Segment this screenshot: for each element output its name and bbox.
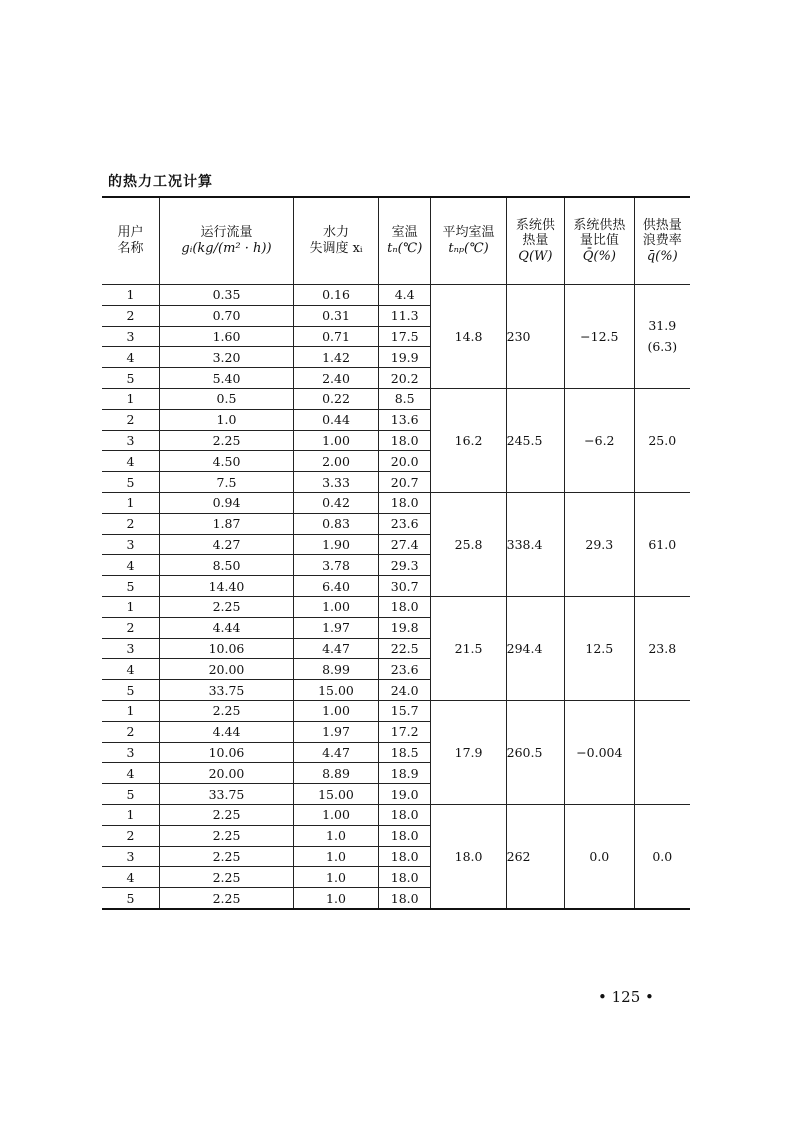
user-id-cell: 4 — [102, 763, 159, 784]
heat-value: 230 — [506, 328, 531, 344]
misalignment-cell: 1.0 — [294, 888, 379, 909]
flow-cell: 8.50 — [159, 555, 293, 576]
user-id-cell: 5 — [102, 368, 159, 389]
user-id-cell: 4 — [102, 659, 159, 680]
misalignment-cell: 0.71 — [294, 326, 379, 347]
misalignment-cell: 1.97 — [294, 721, 379, 742]
misalignment-cell: 4.47 — [294, 742, 379, 763]
header-line: Q(W) — [518, 248, 553, 264]
waste-value: 25.0 — [648, 432, 677, 448]
heat-cell — [506, 700, 564, 804]
ratio-value: −0.004 — [576, 744, 623, 760]
user-id-cell: 1 — [102, 700, 159, 721]
misalignment-cell: 0.16 — [294, 285, 379, 306]
header-line: 运行流量 — [200, 225, 253, 241]
room-temp-cell: 18.0 — [378, 846, 431, 867]
table-header-row — [102, 197, 690, 285]
header-line: tₙₚ(℃) — [448, 241, 489, 256]
user-id-cell: 2 — [102, 721, 159, 742]
ratio-cell — [565, 285, 634, 389]
misalignment-cell: 1.0 — [294, 825, 379, 846]
ratio-cell — [565, 700, 634, 804]
table-title: 的热力工况计算 — [108, 174, 213, 190]
room-temp-cell: 8.5 — [378, 388, 431, 409]
header-line: 失调度 xᵢ — [309, 241, 363, 256]
header-line: gᵢ(kg/(m² · h)) — [181, 241, 272, 256]
misalignment-cell: 1.00 — [294, 700, 379, 721]
flow-cell: 1.60 — [159, 326, 293, 347]
flow-cell: 4.27 — [159, 534, 293, 555]
room-temp-cell: 22.5 — [378, 638, 431, 659]
flow-cell: 0.35 — [159, 285, 293, 306]
avg-temp-value: 16.2 — [454, 432, 483, 448]
room-temp-cell: 23.6 — [378, 513, 431, 534]
room-temp-cell: 27.4 — [378, 534, 431, 555]
header-misalignment — [294, 197, 379, 285]
heat-cell — [506, 285, 564, 389]
misalignment-cell: 8.89 — [294, 763, 379, 784]
user-id-cell: 1 — [102, 388, 159, 409]
heat-value: 260.5 — [506, 744, 543, 760]
heat-value: 338.4 — [506, 536, 543, 552]
heat-value: 262 — [506, 848, 531, 864]
header-line: 热量 — [522, 233, 549, 249]
flow-cell: 2.25 — [159, 825, 293, 846]
misalignment-cell: 1.97 — [294, 617, 379, 638]
waste-cell — [634, 700, 690, 804]
flow-cell: 5.40 — [159, 368, 293, 389]
table-row — [102, 285, 690, 306]
misalignment-cell: 1.42 — [294, 347, 379, 368]
room-temp-cell: 30.7 — [378, 576, 431, 597]
table-row — [102, 700, 690, 721]
flow-cell: 2.25 — [159, 596, 293, 617]
user-id-cell: 5 — [102, 680, 159, 701]
room-temp-cell: 20.0 — [378, 451, 431, 472]
room-temp-cell: 18.0 — [378, 888, 431, 909]
misalignment-cell: 2.40 — [294, 368, 379, 389]
header-line: 量比值 — [579, 233, 619, 249]
header-room-temp — [378, 197, 431, 285]
user-id-cell: 4 — [102, 867, 159, 888]
avg-temp-cell — [431, 285, 506, 389]
flow-cell: 10.06 — [159, 742, 293, 763]
avg-temp-value: 14.8 — [454, 328, 483, 344]
misalignment-cell: 0.44 — [294, 409, 379, 430]
waste-cell — [634, 492, 690, 596]
flow-cell: 14.40 — [159, 576, 293, 597]
misalignment-cell: 2.00 — [294, 451, 379, 472]
room-temp-cell: 17.2 — [378, 721, 431, 742]
room-temp-cell: 18.0 — [378, 492, 431, 513]
room-temp-cell: 18.0 — [378, 867, 431, 888]
avg-temp-value: 18.0 — [454, 848, 483, 864]
misalignment-cell: 0.31 — [294, 305, 379, 326]
room-temp-cell: 17.5 — [378, 326, 431, 347]
flow-cell: 2.25 — [159, 888, 293, 909]
misalignment-cell: 3.78 — [294, 555, 379, 576]
flow-cell: 1.0 — [159, 409, 293, 430]
flow-cell: 33.75 — [159, 784, 293, 805]
user-id-cell: 1 — [102, 285, 159, 306]
flow-cell: 2.25 — [159, 430, 293, 451]
user-id-cell: 2 — [102, 409, 159, 430]
waste-note: (6.3) — [647, 339, 678, 355]
header-line: tₙ(℃) — [387, 241, 423, 256]
room-temp-cell: 29.3 — [378, 555, 431, 576]
user-id-cell: 5 — [102, 784, 159, 805]
flow-cell: 2.25 — [159, 700, 293, 721]
waste-value: 23.8 — [648, 640, 677, 656]
waste-value: 31.9 — [648, 318, 677, 334]
header-line: 名称 — [117, 241, 144, 256]
misalignment-cell: 3.33 — [294, 472, 379, 493]
table-row — [102, 804, 690, 825]
room-temp-cell: 18.0 — [378, 825, 431, 846]
misalignment-cell: 0.42 — [294, 492, 379, 513]
room-temp-cell: 4.4 — [378, 285, 431, 306]
header-user — [102, 197, 159, 285]
user-id-cell: 3 — [102, 742, 159, 763]
misalignment-cell: 15.00 — [294, 680, 379, 701]
misalignment-cell: 1.0 — [294, 846, 379, 867]
header-line: 供热量 — [642, 217, 682, 233]
page-number: • 125 • — [598, 988, 654, 1006]
room-temp-cell: 23.6 — [378, 659, 431, 680]
user-id-cell: 2 — [102, 825, 159, 846]
flow-cell: 2.25 — [159, 804, 293, 825]
flow-cell: 33.75 — [159, 680, 293, 701]
ratio-value: 12.5 — [585, 640, 614, 656]
header-line: Q̄(%) — [582, 248, 616, 264]
flow-cell: 0.70 — [159, 305, 293, 326]
waste-cell — [634, 596, 690, 700]
room-temp-cell: 18.9 — [378, 763, 431, 784]
ratio-cell — [565, 596, 634, 700]
flow-cell: 0.5 — [159, 388, 293, 409]
header-line: 浪费率 — [642, 233, 682, 249]
header-avg-room-temp — [431, 197, 506, 285]
room-temp-cell: 20.7 — [378, 472, 431, 493]
user-id-cell: 5 — [102, 576, 159, 597]
misalignment-cell: 6.40 — [294, 576, 379, 597]
header-flow — [159, 197, 293, 285]
avg-temp-value: 21.5 — [454, 640, 483, 656]
header-line: 系统供 — [515, 217, 555, 233]
heat-cell — [506, 596, 564, 700]
flow-cell: 0.94 — [159, 492, 293, 513]
avg-temp-cell — [431, 596, 506, 700]
heat-cell — [506, 492, 564, 596]
misalignment-cell: 0.83 — [294, 513, 379, 534]
misalignment-cell: 4.47 — [294, 638, 379, 659]
user-id-cell: 1 — [102, 596, 159, 617]
flow-cell: 4.44 — [159, 721, 293, 742]
heat-value: 245.5 — [506, 432, 543, 448]
waste-value: 0.0 — [652, 848, 673, 864]
waste-cell — [634, 388, 690, 492]
avg-temp-cell — [431, 492, 506, 596]
user-id-cell: 2 — [102, 305, 159, 326]
ratio-value: 0.0 — [589, 848, 610, 864]
misalignment-cell: 1.00 — [294, 596, 379, 617]
user-id-cell: 3 — [102, 430, 159, 451]
room-temp-cell: 18.0 — [378, 430, 431, 451]
flow-cell: 4.50 — [159, 451, 293, 472]
ratio-value: −6.2 — [584, 432, 615, 448]
header-line: 平均室温 — [442, 225, 495, 241]
room-temp-cell: 13.6 — [378, 409, 431, 430]
room-temp-cell: 19.8 — [378, 617, 431, 638]
misalignment-cell: 1.00 — [294, 430, 379, 451]
heat-cell — [506, 388, 564, 492]
ratio-cell — [565, 388, 634, 492]
user-id-cell: 2 — [102, 617, 159, 638]
user-id-cell: 3 — [102, 534, 159, 555]
user-id-cell: 3 — [102, 638, 159, 659]
misalignment-cell: 1.0 — [294, 867, 379, 888]
misalignment-cell: 0.22 — [294, 388, 379, 409]
avg-temp-value: 25.8 — [454, 536, 483, 552]
user-id-cell: 4 — [102, 555, 159, 576]
user-id-cell: 5 — [102, 472, 159, 493]
flow-cell: 7.5 — [159, 472, 293, 493]
header-system-heat — [506, 197, 564, 285]
user-id-cell: 3 — [102, 846, 159, 867]
table-row — [102, 596, 690, 617]
waste-value: 61.0 — [648, 536, 677, 552]
avg-temp-cell — [431, 388, 506, 492]
flow-cell: 2.25 — [159, 846, 293, 867]
header-heat-ratio — [565, 197, 634, 285]
user-id-cell: 3 — [102, 326, 159, 347]
room-temp-cell: 18.0 — [378, 596, 431, 617]
user-id-cell: 1 — [102, 492, 159, 513]
misalignment-cell: 8.99 — [294, 659, 379, 680]
flow-cell: 20.00 — [159, 659, 293, 680]
flow-cell: 3.20 — [159, 347, 293, 368]
room-temp-cell: 18.5 — [378, 742, 431, 763]
room-temp-cell: 19.0 — [378, 784, 431, 805]
user-id-cell: 4 — [102, 451, 159, 472]
table-row — [102, 492, 690, 513]
avg-temp-cell — [431, 804, 506, 908]
ratio-value: 29.3 — [585, 536, 614, 552]
room-temp-cell: 24.0 — [378, 680, 431, 701]
misalignment-cell: 1.00 — [294, 804, 379, 825]
misalignment-cell: 15.00 — [294, 784, 379, 805]
header-line: 用户 — [117, 225, 144, 241]
ratio-cell — [565, 492, 634, 596]
flow-cell: 2.25 — [159, 867, 293, 888]
user-id-cell: 1 — [102, 804, 159, 825]
misalignment-cell: 1.90 — [294, 534, 379, 555]
table-row — [102, 388, 690, 409]
header-line: 系统供热 — [573, 217, 626, 233]
room-temp-cell: 11.3 — [378, 305, 431, 326]
ratio-value: −12.5 — [580, 328, 619, 344]
flow-cell: 1.87 — [159, 513, 293, 534]
avg-temp-cell — [431, 700, 506, 804]
user-id-cell: 4 — [102, 347, 159, 368]
ratio-cell — [565, 804, 634, 908]
header-line: q̄(%) — [646, 248, 678, 264]
header-line: 室温 — [391, 225, 418, 241]
room-temp-cell: 20.2 — [378, 368, 431, 389]
heat-value: 294.4 — [506, 640, 543, 656]
flow-cell: 20.00 — [159, 763, 293, 784]
user-id-cell: 5 — [102, 888, 159, 909]
avg-temp-value: 17.9 — [454, 744, 483, 760]
flow-cell: 10.06 — [159, 638, 293, 659]
flow-cell: 4.44 — [159, 617, 293, 638]
user-id-cell: 2 — [102, 513, 159, 534]
waste-cell — [634, 285, 690, 389]
waste-cell — [634, 804, 690, 908]
header-waste-rate — [634, 197, 690, 285]
thermal-condition-table — [102, 196, 690, 910]
header-line: 水力 — [322, 225, 349, 241]
room-temp-cell: 18.0 — [378, 804, 431, 825]
room-temp-cell: 15.7 — [378, 700, 431, 721]
heat-cell — [506, 804, 564, 908]
room-temp-cell: 19.9 — [378, 347, 431, 368]
